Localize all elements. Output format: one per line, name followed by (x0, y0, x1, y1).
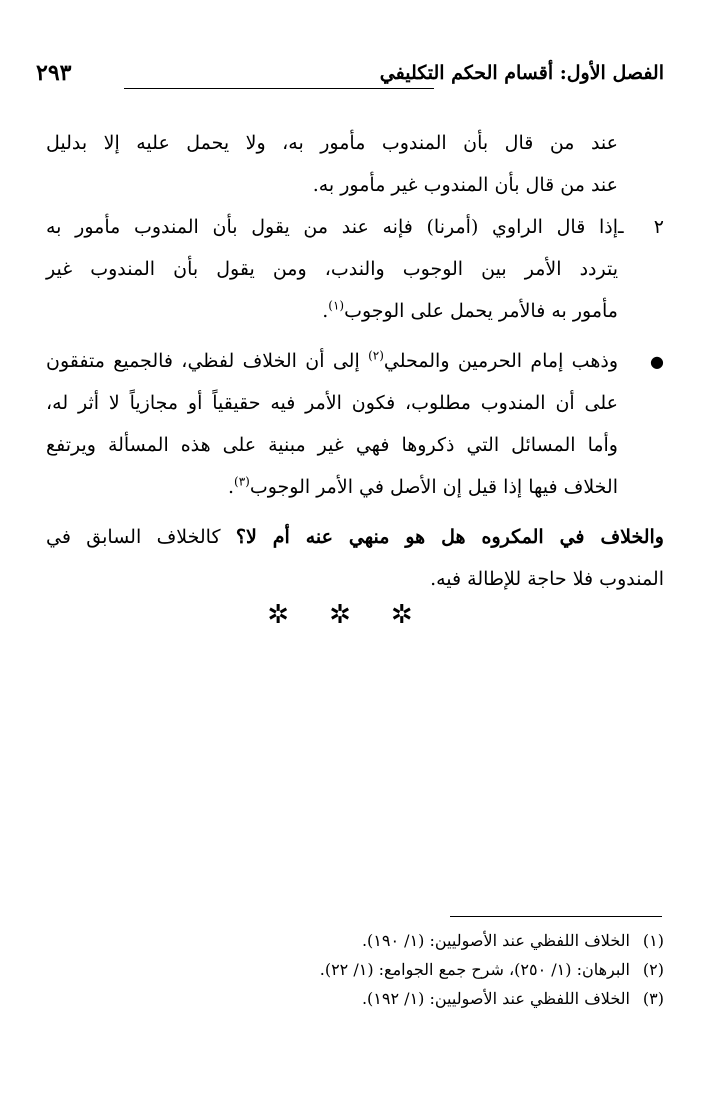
section-separator (0, 600, 708, 630)
star-icon: ✲ (390, 600, 441, 630)
bold-heading-text: والخلاف في المكروه هل هو منهي عنه أم لا؟ (235, 526, 664, 548)
bullet-icon: ● (650, 352, 664, 371)
footnote-text: الخلاف اللفظي عند الأصوليين: (١/ ١٩٠). (361, 931, 630, 950)
bullet-paragraph: ●وذهب إمام الحرمين والمحلي$^{(٢)}$ إلى أن الخلاف لفظي، فالجميع متفقون (46, 340, 664, 382)
item-number: ٢ ـ (618, 216, 664, 238)
footnote-text: البرهان: (١/ ٢٥٠)، شرح جمع الجوامع: (١/ ٢٢). (319, 960, 630, 979)
footnote-ref: (١) (328, 298, 345, 313)
text-line: المندوب فلا حاجة للإطالة فيه. (430, 568, 664, 590)
footnotes (46, 926, 664, 1013)
page-number: ٢٩٣ (36, 60, 72, 86)
text-line: والخلاف في المكروه هل هو منهي عنه أم لا؟ كالخلاف السابق في (46, 526, 664, 548)
footnote-number: (١) (642, 931, 664, 950)
text-line: الخلاف فيها إذا قيل إن الأصل في الأمر الوجوب$^{(٣)}$. (227, 474, 618, 498)
text-line: مأمور به فالأمر يحمل على الوجوب$^{(١)}$. (322, 298, 618, 322)
text-line: يتردد الأمر بين الوجوب والندب، ومن يقول بأن المندوب غير (46, 258, 618, 280)
page-header (36, 60, 664, 96)
star-icon: ✲ (329, 600, 379, 630)
footnote (46, 955, 664, 984)
footnote-number: (٢) (642, 960, 664, 979)
text-line: على أن المندوب مطلوب، فكون الأمر فيه حقيقياً أو مجازياً لا أثر له، (46, 392, 618, 414)
footnote (46, 926, 664, 955)
text-line: وأما المسائل التي ذكروها فهي غير مبنية على هذه المسألة ويرتفع (46, 434, 618, 456)
text-line: عند من قال بأن المندوب غير مأمور به. (312, 174, 618, 196)
footnote (46, 984, 664, 1013)
numbered-item-2: ٢ ـإذا قال الراوي (أمرنا) فإنه عند من يقول بأن المندوب مأمور به (46, 206, 664, 248)
footnote-number: (٣) (642, 989, 664, 1008)
footnote-text: الخلاف اللفظي عند الأصوليين: (١/ ١٩٢). (361, 989, 630, 1008)
body-text (46, 122, 664, 600)
footnote-rule (450, 916, 662, 917)
text-line: عند من قال بأن المندوب مأمور به، ولا يحمل عليه إلا بدليل (46, 132, 618, 154)
star-icon: ✲ (267, 600, 318, 630)
chapter-title: الفصل الأول: أقسام الحكم التكليفي (379, 62, 664, 84)
header-rule (124, 88, 434, 89)
footnote-ref: (٢) (368, 348, 384, 363)
footnote-ref: (٣) (234, 474, 250, 489)
